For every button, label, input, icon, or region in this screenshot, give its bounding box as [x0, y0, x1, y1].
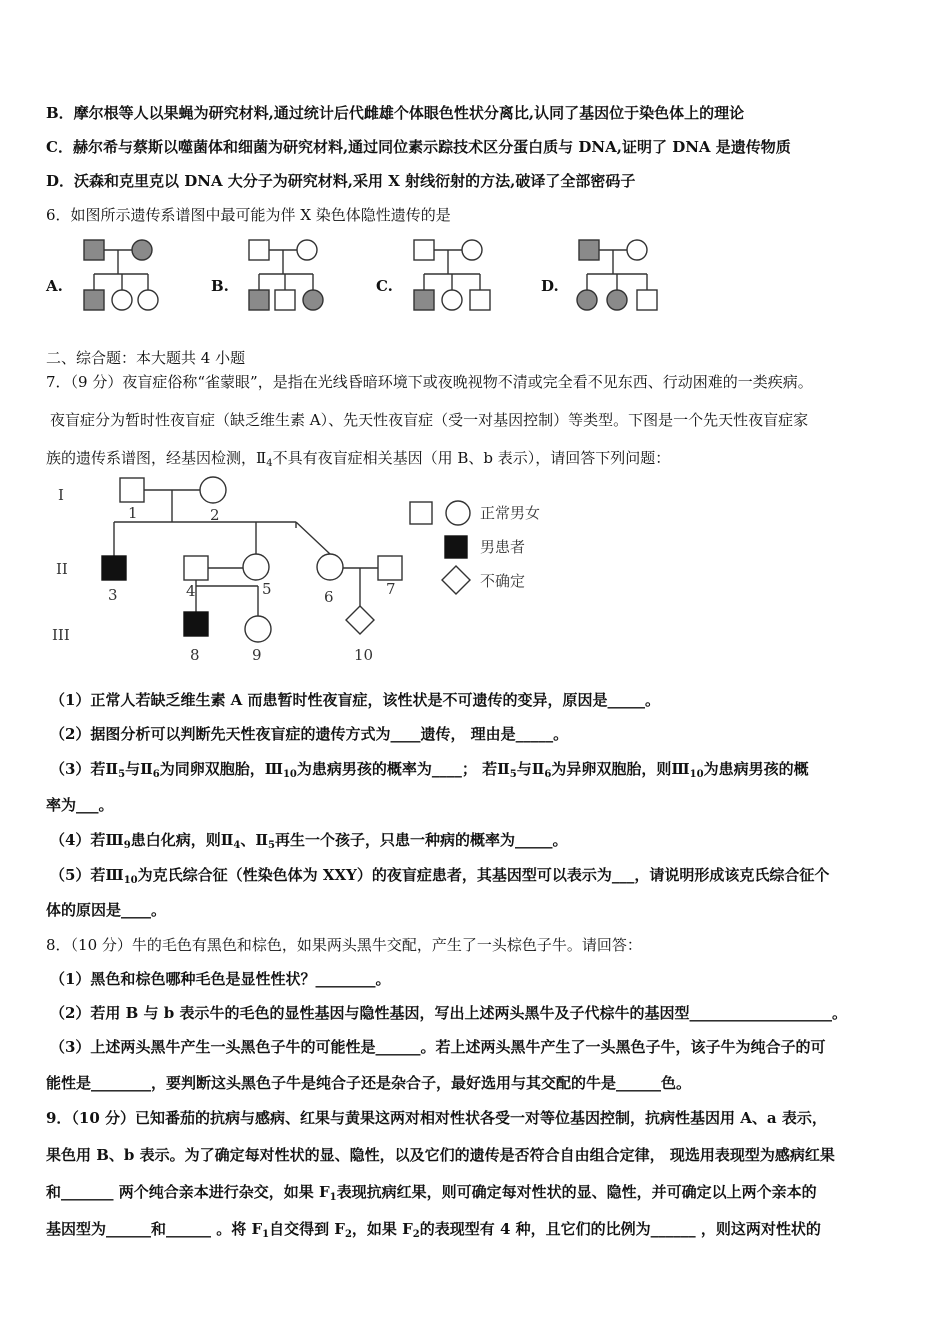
label-1: 1	[128, 504, 138, 522]
q7-stem-line1: 7．（9 分）夜盲症俗称“雀蒙眼”，是指在光线昏暗环境下或夜晚视物不清或完全看不见东西、行动困难的一类疾病。	[46, 373, 813, 391]
q7-stem-line2: 夜盲症分为暂时性夜盲症（缺乏维生素 A）、先天性夜盲症（受一对基因控制）等类型。下图是一个先天性夜盲症家	[50, 411, 809, 429]
son-affected	[249, 290, 269, 310]
q8-stem: 8．（10 分）牛的毛色有黑色和棕色，如果两头黑牛交配，产生了一头棕色子牛。请回答：	[46, 936, 642, 954]
daughter-normal	[138, 290, 158, 310]
father-affected	[84, 240, 104, 260]
pedigree-d	[575, 236, 665, 316]
q9-line3: 和_______ 两个纯合亲本进行杂交，如果 $F_1$表现抗病红果，则可确定每对性状的显、隐性，并可确定以上两个亲本的	[46, 1183, 817, 1203]
label-3: 3	[108, 586, 118, 604]
q6-label-d: D.	[541, 277, 559, 295]
legend-normal-female-icon	[446, 501, 470, 525]
mother-normal	[462, 240, 482, 260]
label-9: 9	[252, 646, 262, 664]
mother-normal	[297, 240, 317, 260]
q5-option-b: B．摩尔根等人以果蝇为研究材料,通过统计后代雌雄个体眼色性状分离比,认同了基因位于染色体上的理论	[46, 104, 745, 122]
q7-part3-cont: 率为___。	[46, 796, 114, 814]
q8-part2: （2）若用 B 与 b 表示牛的毛色的显性基因与隐性基因，写出上述两头黑牛及子代棕牛的基因型___________________。	[50, 1004, 847, 1022]
label-8: 8	[190, 646, 200, 664]
q5-option-d: D．沃森和克里克以 DNA 大分子为研究材料,采用 X 射线衍射的方法,破译了全部密码子	[46, 172, 636, 190]
gen-label-1: I	[58, 486, 64, 504]
individual-ii4	[184, 556, 208, 580]
q7-part2: （2）据图分析可以判断先天性夜盲症的遗传方式为____遗传， 理由是_____。	[50, 725, 569, 743]
daughter-affected	[577, 290, 597, 310]
q9-line4: 基因型为______和______ 。将 $F_1$自交得到 $F_2$，如果 $F_2$的表现型有 4 种，且它们的比例为______ ，则这两对性状的	[46, 1220, 821, 1240]
son-normal	[275, 290, 295, 310]
q9-line2: 果色用 B、b 表示。为了确定每对性状的显、隐性，以及它们的遗传是否符合自由组合定律， 现选用表现型为感病红果	[46, 1146, 835, 1164]
label-10: 10	[354, 646, 374, 664]
legend-normal-male-icon	[410, 502, 432, 524]
father-normal	[414, 240, 434, 260]
q7-part4: （4）若$Ⅲ_9$患白化病，则$Ⅱ_4$、$Ⅱ_5$再生一个孩子，只患一种病的概率为_____。	[50, 831, 568, 851]
individual-ii6	[317, 554, 343, 580]
q7-part5: （5）若$Ⅲ_{10}$为克氏综合征（性染色体为 XXY）的夜盲症患者，其基因型可以表示为___，请说明形成该克氏综合征个	[50, 866, 830, 886]
daughter-affected	[607, 290, 627, 310]
label-7: 7	[386, 580, 396, 598]
son-normal	[470, 290, 490, 310]
label-6: 6	[324, 588, 334, 606]
q7-stem-line3: 族的遗传系谱图，经基因检测，$Ⅱ_4$不具有夜盲症相关基因（用 B、b 表示），请回答下列问题：	[46, 449, 671, 469]
individual-ii3	[102, 556, 126, 580]
q8-part1: （1）黑色和棕色哪种毛色是显性性状？________。	[50, 970, 391, 988]
mother-affected	[132, 240, 152, 260]
daughter-normal	[112, 290, 132, 310]
legend-normal-label: 正常男女	[480, 504, 541, 522]
label-2: 2	[210, 506, 220, 524]
daughter-affected	[303, 290, 323, 310]
pedigree-a	[80, 236, 170, 316]
q7-pedigree	[40, 470, 580, 670]
individual-iii9	[245, 616, 271, 642]
father-normal	[249, 240, 269, 260]
individual-ii7	[378, 556, 402, 580]
q5-option-c: C．赫尔希与蔡斯以噬菌体和细菌为研究材料,通过同位素示踪技术区分蛋白质与 DNA,证明了 DNA 是遗传物质	[46, 138, 791, 156]
individual-i1	[120, 478, 144, 502]
legend-uncertain-icon	[442, 566, 470, 594]
label-4: 4	[186, 582, 196, 600]
legend-affected-label: 男患者	[480, 538, 526, 556]
legend-affected-male-icon	[445, 536, 467, 558]
individual-iii10	[346, 606, 374, 634]
q6-label-b: B.	[211, 277, 229, 295]
son-affected	[84, 290, 104, 310]
mother-normal	[627, 240, 647, 260]
son-affected	[414, 290, 434, 310]
q6-label-a: A.	[46, 277, 63, 295]
gen-label-3: III	[52, 626, 70, 644]
pedigree-c	[410, 236, 500, 316]
q6-stem: 6．如图所示遗传系谱图中最可能为伴 X 染色体隐性遗传的是	[46, 206, 451, 224]
legend-uncertain-label: 不确定	[480, 572, 526, 590]
q8-part3-cont: 能性是________，要判断这头黑色子牛是纯合子还是杂合子，最好选用与其交配的牛是______色。	[46, 1074, 692, 1092]
son-normal	[637, 290, 657, 310]
pedigree-b	[245, 236, 335, 316]
gen-label-2: II	[56, 560, 68, 578]
individual-i2	[200, 477, 226, 503]
section-2-title: 二、综合题：本大题共 4 小题	[46, 349, 246, 367]
q7-part5-cont: 体的原因是____。	[46, 901, 167, 919]
individual-iii8	[184, 612, 208, 636]
q9-line1: 9．（10 分）已知番茄的抗病与感病、红果与黄果这两对相对性状各受一对等位基因控制，抗病性基因用 A、a 表示，	[46, 1109, 827, 1127]
daughter-normal	[442, 290, 462, 310]
label-5: 5	[262, 580, 272, 598]
q7-part3: （3）若$Ⅱ_5$与$Ⅱ_6$为同卵双胞胎，$Ⅲ_{10}$为患病男孩的概率为____； 若$Ⅱ_5$与$Ⅱ_6$为异卵双胞胎，则$Ⅲ_{10}$为患病男孩的概	[50, 760, 809, 780]
q7-part1: （1）正常人若缺乏维生素 A 而患暂时性夜盲症，该性状是不可遗传的变异，原因是_____。	[50, 691, 661, 709]
individual-ii5	[243, 554, 269, 580]
father-affected	[579, 240, 599, 260]
q8-part3: （3）上述两头黑牛产生一头黑色子牛的可能性是______。若上述两头黑牛产生了一头黑色子牛，该子牛为纯合子的可	[50, 1038, 826, 1056]
q6-label-c: C.	[376, 277, 393, 295]
